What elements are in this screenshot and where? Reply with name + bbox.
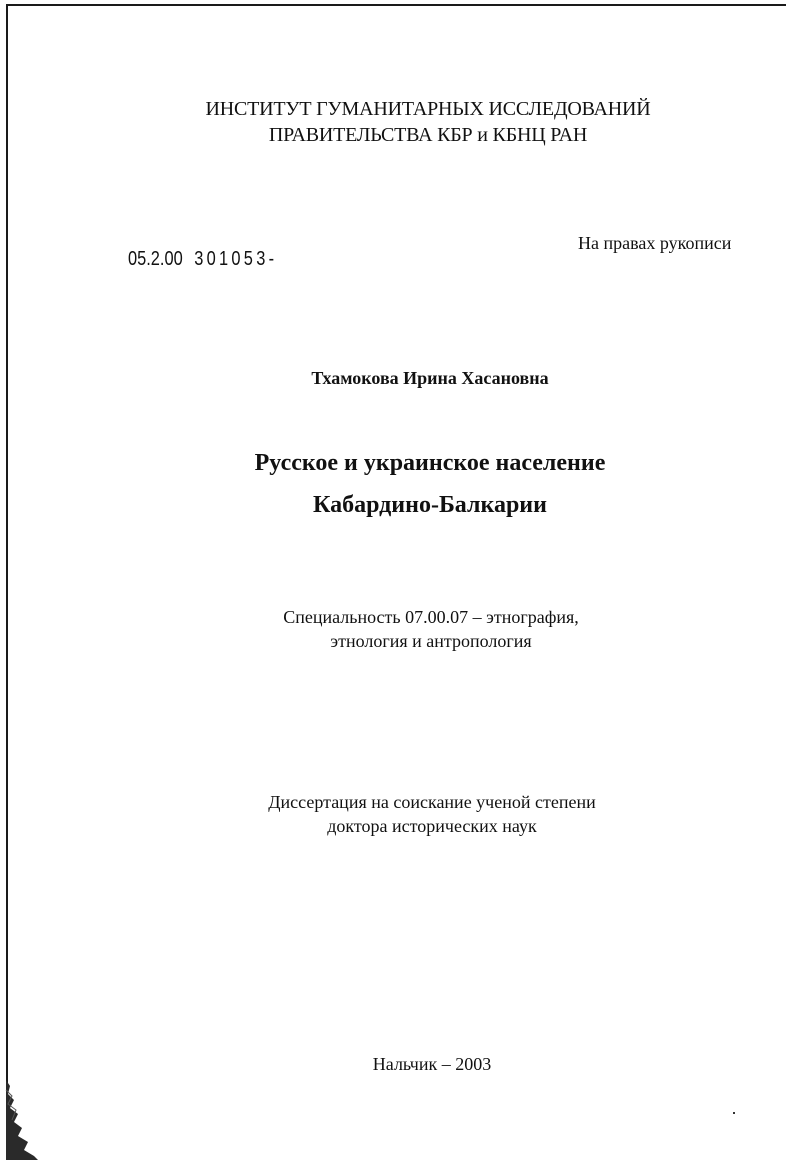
specialty-block	[0, 605, 799, 653]
manuscript-rights-note: На правах рукописи	[578, 233, 732, 253]
title-line-2: Кабардино-Балкарии	[313, 492, 547, 518]
institute-header	[0, 96, 799, 148]
stamp-code-part-1: 05.2.00	[128, 248, 183, 270]
scan-artifact-edge	[4, 1080, 40, 1160]
degree-block	[0, 790, 799, 838]
scan-speck	[733, 1112, 735, 1114]
library-stamp-code	[128, 248, 275, 271]
scan-border-top	[6, 4, 786, 6]
city-year: Нальчик – 2003	[372, 1054, 492, 1074]
degree-line-1: Диссертация на соискание ученой степени	[268, 792, 596, 812]
specialty-line-2: этнология и антропология	[330, 631, 532, 651]
stamp-code-part-2: 301053	[194, 248, 269, 270]
degree-line-2: доктора исторических наук	[327, 816, 537, 836]
author-name: Тхамокова Ирина Хасановна	[311, 368, 549, 388]
title-line-1: Русское и украинское население	[254, 450, 606, 476]
institute-line-1: ИНСТИТУТ ГУМАНИТАРНЫХ ИССЛЕДОВАНИЙ	[205, 98, 651, 120]
institute-line-2: ПРАВИТЕЛЬСТВА КБР и КБНЦ РАН	[268, 124, 588, 146]
scan-border-left	[6, 4, 8, 1154]
stamp-mark: -	[268, 248, 275, 270]
dissertation-title	[0, 442, 799, 526]
specialty-line-1: Специальность 07.00.07 – этнография,	[283, 607, 579, 627]
